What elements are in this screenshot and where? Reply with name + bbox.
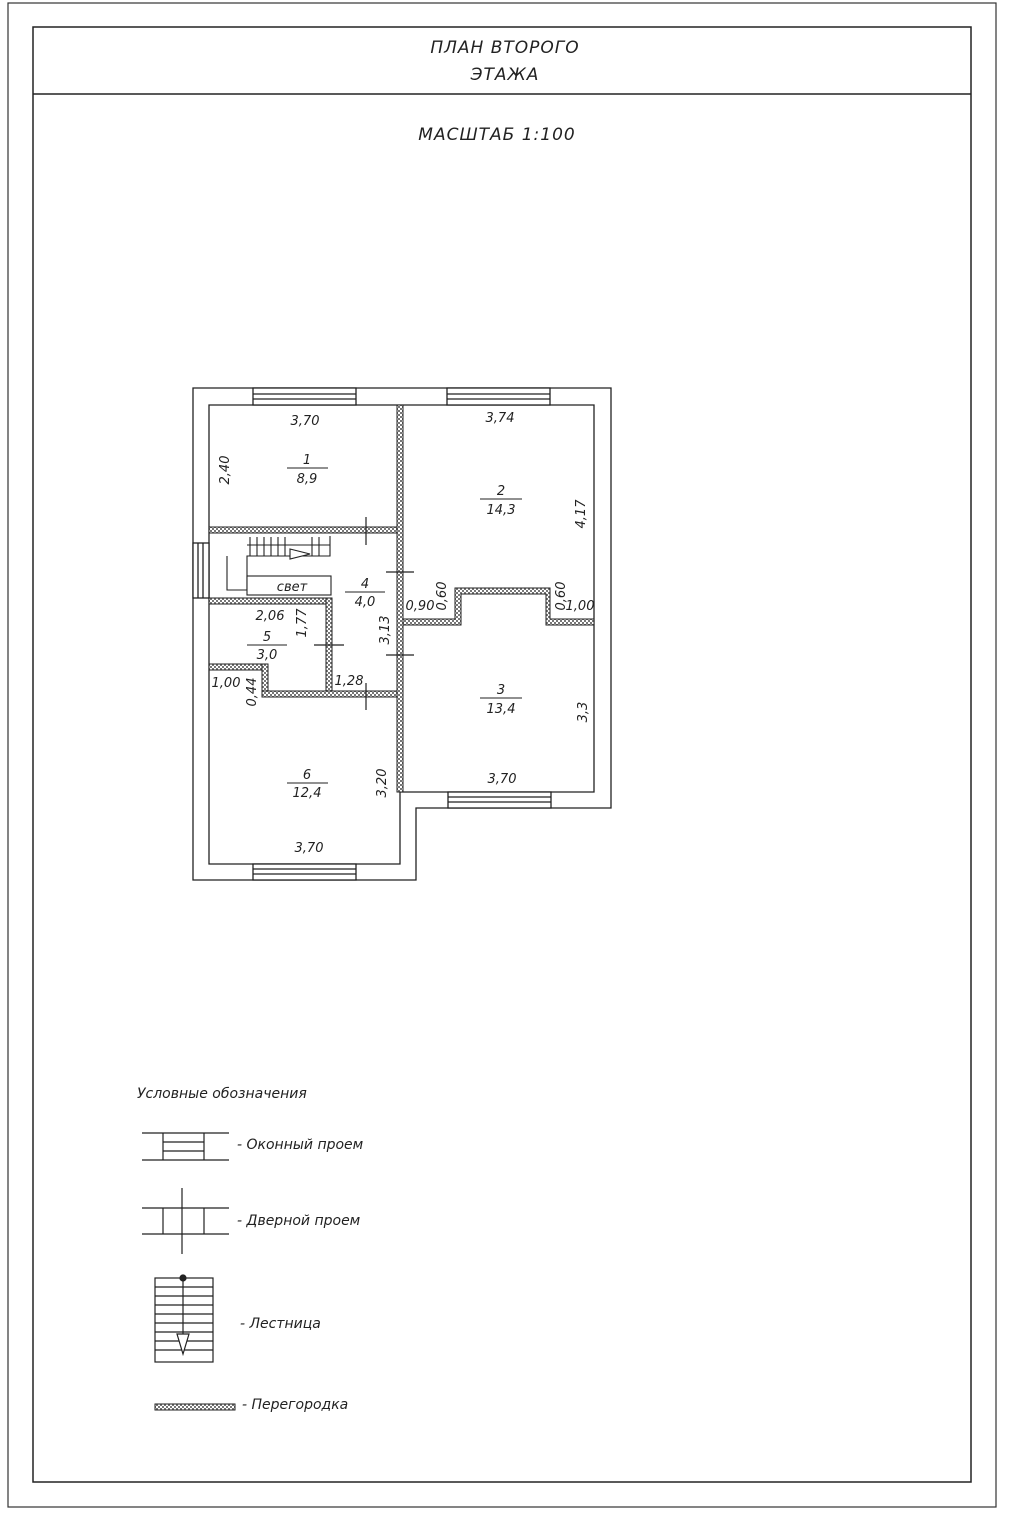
partition-room5-top	[209, 598, 329, 604]
dim-hall-gap: 0,90	[405, 599, 435, 614]
window-bottom-room6	[253, 864, 356, 880]
room-6-area: 12,4	[292, 786, 322, 801]
inner-border	[33, 27, 971, 1482]
dim-r5-step: 0,44	[245, 677, 260, 707]
dim-r2-notch-right: 0,60	[554, 581, 569, 611]
dim-r3-height: 3,3	[576, 701, 591, 723]
dim-r4-height: 3,13	[378, 615, 393, 645]
dim-r2-height: 4,17	[574, 499, 589, 529]
dim-r1-height: 2,40	[218, 455, 233, 485]
window-top-right	[447, 388, 550, 405]
room-2-area: 14,3	[486, 503, 516, 518]
legend-title: Условные обозначения	[137, 1086, 307, 1102]
room-4-number: 4	[360, 577, 370, 592]
dim-r5-left: 1,00	[211, 676, 241, 691]
outer-border	[8, 3, 996, 1507]
window-symbol-icon	[142, 1133, 229, 1160]
window-left-stair	[193, 543, 209, 598]
partition-room5-step-top	[209, 664, 265, 670]
partition-symbol-icon	[155, 1404, 235, 1410]
room-5-area: 3,0	[256, 648, 278, 663]
dim-r3-right-gap: 1,00	[565, 599, 595, 614]
dim-r2-width: 3,74	[485, 411, 515, 426]
dim-r6-height: 3,20	[375, 768, 390, 798]
partition-room1-bottom	[209, 527, 397, 533]
title-line-2: ЭТАЖА	[470, 65, 540, 85]
dim-r5-height: 1,77	[295, 608, 310, 638]
legend-stair-label: - Лестница	[240, 1316, 321, 1332]
dim-r5-width: 2,06	[255, 609, 285, 624]
scale-label: МАСШТАБ 1:100	[418, 125, 576, 145]
room-3-number: 3	[496, 683, 506, 698]
room-1-area: 8,9	[296, 472, 318, 487]
window-top-left	[253, 388, 356, 405]
partition-room6-top	[262, 691, 397, 697]
light-well-label: свет	[276, 580, 308, 595]
legend-partition-label: - Перегородка	[242, 1397, 349, 1413]
partitions	[209, 405, 594, 792]
legend-door-label: - Дверной проем	[237, 1213, 361, 1229]
room-1-number: 1	[302, 453, 312, 468]
room-5-number: 5	[262, 630, 272, 645]
dim-r3-width: 3,70	[487, 772, 517, 787]
room-2-number: 2	[496, 484, 506, 499]
room-6-number: 6	[302, 768, 312, 783]
legend-window-label: - Оконный проем	[237, 1137, 364, 1153]
title-line-1: ПЛАН ВТОРОГО	[430, 38, 580, 58]
dim-r1-width: 3,70	[290, 414, 320, 429]
stair-symbol-icon	[155, 1275, 213, 1362]
partition-vertical-main	[397, 405, 403, 792]
dim-r4-bottom: 1,28	[334, 674, 364, 689]
window-bottom-room3	[448, 792, 551, 808]
door-symbol-icon	[142, 1188, 229, 1254]
room-3-area: 13,4	[486, 702, 516, 717]
dim-r6-width: 3,70	[294, 841, 324, 856]
room-4-area: 4,0	[354, 595, 376, 610]
dim-r2-notch-left: 0,60	[435, 581, 450, 611]
